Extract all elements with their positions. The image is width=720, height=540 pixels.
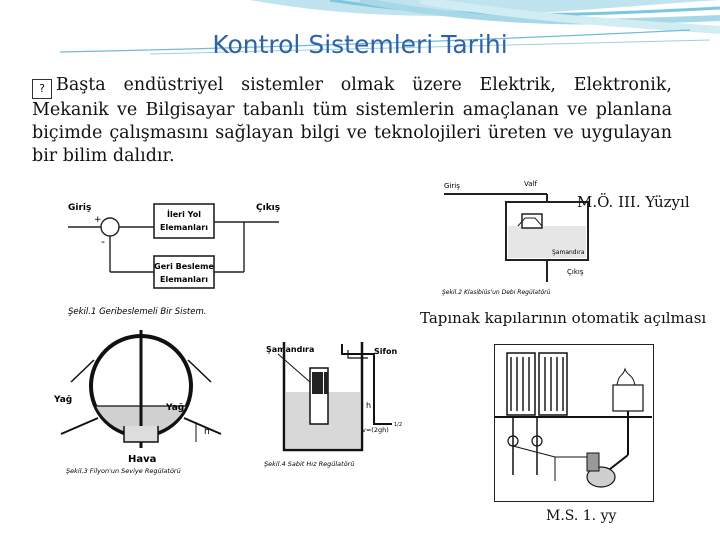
fig4-float-label: Şamandıra — [266, 345, 315, 354]
body-text: Başta endüstriyel sistemler olmak üzere Elektrik, Elektronik, Mekanik ve Bilgisayar tabanlı tüm sistemlerin amaçlanan ve planlana biçimde çalışmasını sağlayan bilgi ve teknolojileri üreten ve uygulayan bir bilim dalıdır. — [32, 75, 672, 166]
fig1-plus-sign: + — [94, 215, 102, 225]
fig1-forward-label-1: İleri Yol — [167, 210, 201, 219]
fig2-valve-label: Valf — [524, 180, 537, 188]
fig3-oil-right-label: Yağ — [166, 403, 185, 413]
figure-velocity-regulator — [256, 332, 406, 480]
figure-temple-doors — [494, 344, 654, 502]
fig1-feedback-label-2: Elemanları — [160, 275, 208, 284]
fig4-siphon-label: Sifon — [374, 347, 398, 356]
bullet-icon: ? — [32, 79, 52, 99]
fig3-oil-left-label: Yağ — [54, 395, 73, 405]
fig4-formula-exponent: 1/2 — [394, 422, 403, 428]
fig3-h-label: h — [204, 427, 210, 437]
fig1-forward-label-2: Elemanları — [160, 223, 208, 232]
fig1-minus-sign: - — [101, 235, 105, 248]
fig3-caption: Şekil.3 Filyon'un Seviye Regülatörü — [66, 467, 181, 475]
fig5-era-label: M.S. 1. yy — [546, 508, 617, 524]
figure-flow-regulator — [422, 170, 618, 300]
figure-feedback-system — [54, 172, 294, 322]
fig1-caption: Şekil.1 Geribeslemeli Bir Sistem. — [68, 307, 207, 317]
fig4-h-label: h — [366, 401, 372, 410]
fig4-caption: Şekil.4 Sabit Hız Regülatörü — [264, 460, 355, 468]
slide-title: Kontrol Sistemleri Tarihi — [212, 30, 508, 59]
fig2-era-label: M.Ö. III. Yüzyıl — [577, 193, 690, 211]
fig1-output-label: Çıkış — [256, 203, 281, 213]
fig1-input-label: Giriş — [68, 203, 92, 213]
fig2-float-label: Şamandıra — [552, 249, 585, 256]
figure-level-regulator — [36, 330, 246, 478]
fig2-caption: Şekil.2 Klasibiüs'un Debi Regülatörü — [442, 289, 551, 296]
fig2-output-label: Çıkış — [567, 268, 584, 276]
fig2-input-label: Giriş — [444, 182, 460, 190]
body-paragraph — [32, 74, 672, 168]
fig1-feedback-label-1: Geri Besleme — [154, 262, 214, 271]
fig3-air-label: Hava — [128, 454, 157, 465]
fig4-formula: v=(2gh) — [362, 426, 389, 434]
fig5-title: Tapınak kapılarının otomatik açılması — [420, 309, 707, 327]
